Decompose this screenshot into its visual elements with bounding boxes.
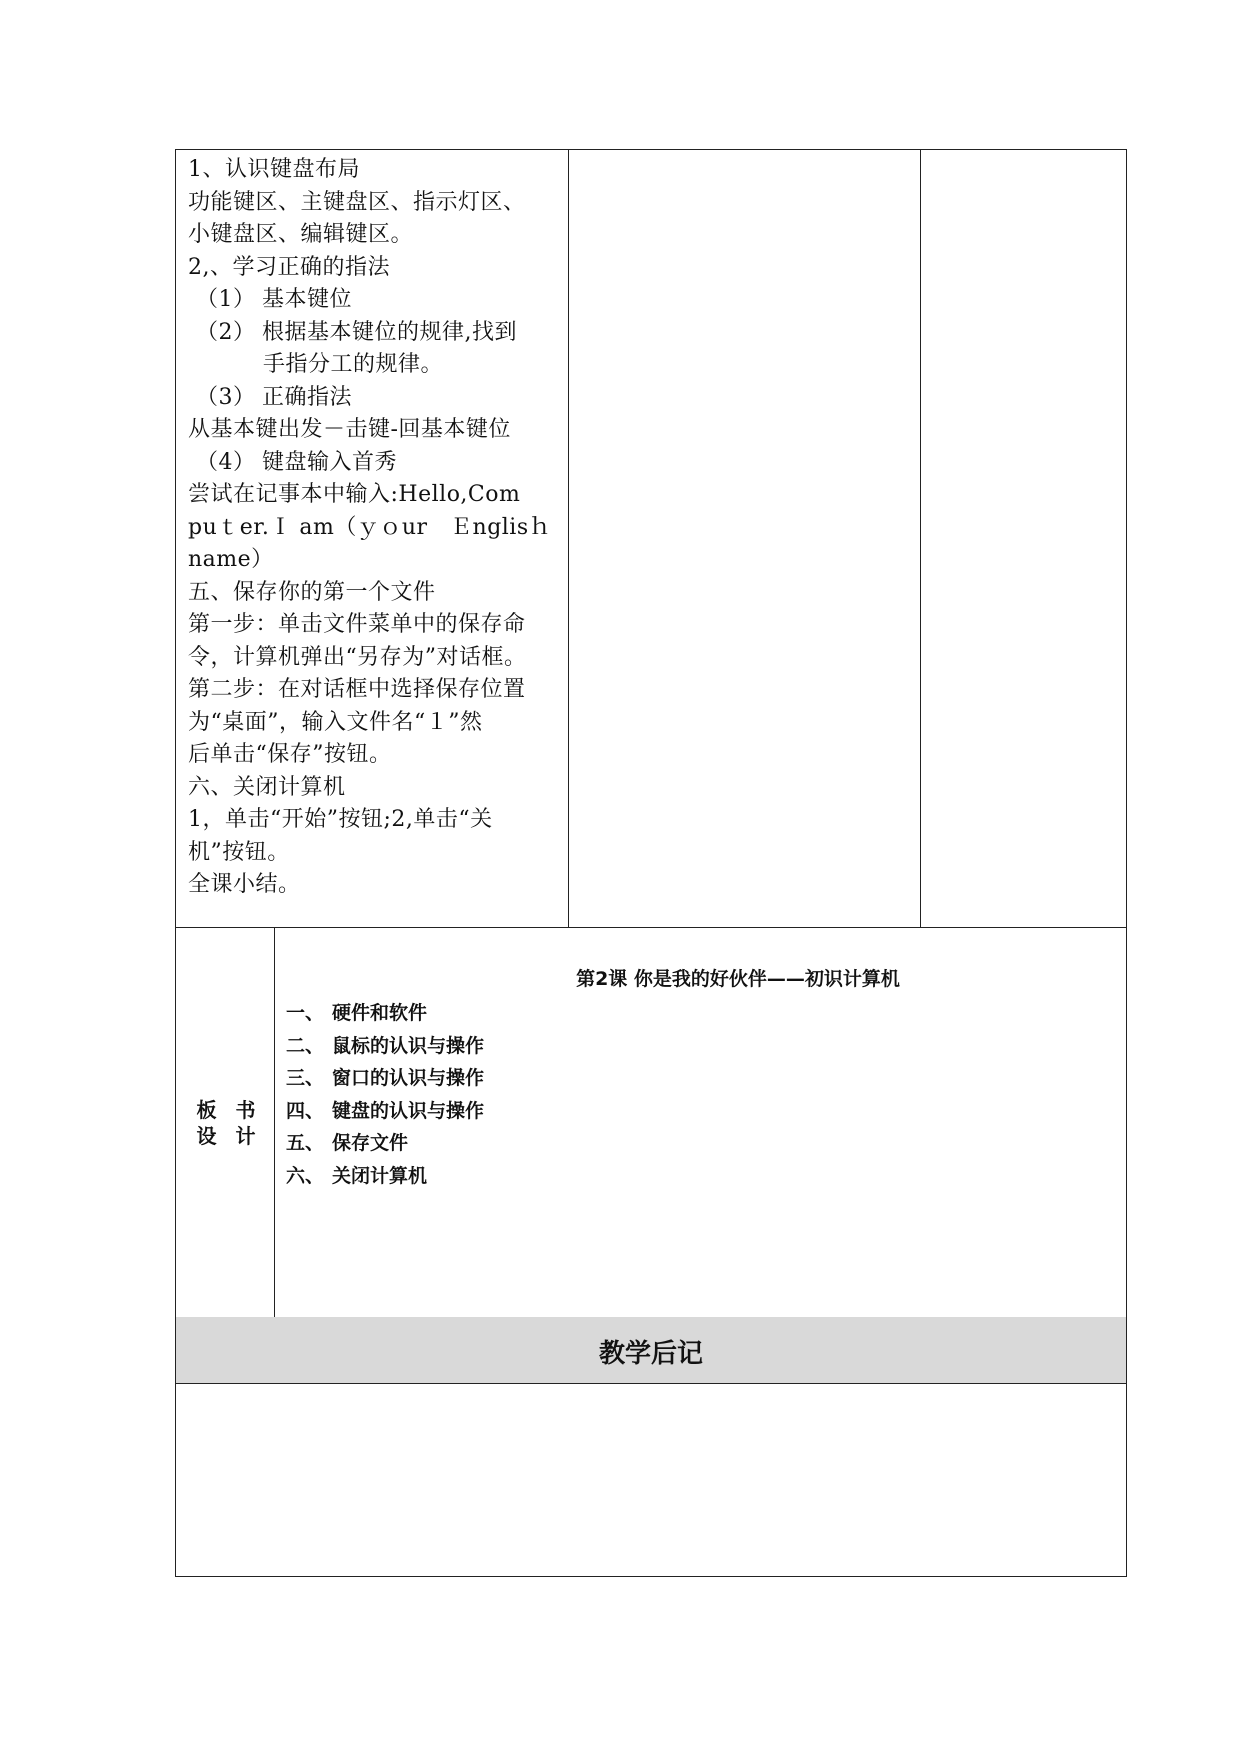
board-item-marker: 四、: [286, 1099, 325, 1122]
content-line-text: 正确指法: [262, 384, 353, 410]
board-design-row: [176, 927, 1126, 1318]
board-item-marker: 二、: [286, 1034, 325, 1057]
content-line: [188, 284, 564, 317]
board-title: [275, 964, 1126, 991]
content-line-text: 根据基本键位的规律,找到: [262, 319, 517, 345]
content-line: 尝试在记事本中输入:Hello,Com: [188, 482, 521, 507]
content-line: 机”按钮。: [188, 839, 290, 865]
content-line: [188, 447, 564, 480]
content-line: 令，计算机弹出“另存为”对话框。: [188, 644, 527, 670]
board-design-label-cell: [176, 927, 275, 1317]
board-item: [286, 1030, 484, 1063]
content-line-number: （4）: [196, 449, 256, 475]
board-item-marker: 一、: [286, 1002, 325, 1024]
reflection-title: 教学后记: [598, 1339, 703, 1369]
board-item: [286, 1095, 484, 1128]
content-line-number: （1）: [196, 287, 256, 312]
content-line: 后单击“保存”按钮。: [188, 742, 392, 767]
board-item-marker: 五、: [286, 1132, 325, 1154]
board-item: [286, 1160, 484, 1193]
board-item-text: 键盘的认识与操作: [332, 1099, 485, 1122]
teaching-content-lines: [188, 154, 564, 902]
board-item: [286, 1127, 484, 1160]
reflection-body-cell: [176, 1383, 1126, 1576]
board-item-text: 窗口的认识与操作: [332, 1067, 485, 1089]
lesson-plan-table: [175, 149, 1127, 1577]
board-items-list: [286, 997, 484, 1192]
content-line: 六、关闭计算机: [188, 774, 346, 800]
empty-cell-right: [921, 150, 1126, 927]
board-item-text: 关闭计算机: [332, 1164, 428, 1187]
board-title-text: 第2课 你是我的好伙伴——初识计算机: [576, 968, 900, 990]
content-line-number: （3）: [196, 384, 256, 410]
board-design-content-cell: [275, 927, 1126, 1317]
content-line: 1，单击“开始”按钮;2,单击“关: [188, 807, 493, 832]
board-item: [286, 997, 484, 1030]
board-item-marker: 六、: [286, 1164, 325, 1187]
content-line: 第二步：在对话框中选择保存位置: [188, 677, 526, 702]
board-item-marker: 三、: [286, 1067, 325, 1089]
lesson-process-row: [176, 150, 1126, 928]
content-line: 1、认识键盘布局: [188, 157, 360, 182]
board-design-label: [194, 1097, 264, 1149]
content-line: name）: [188, 547, 274, 572]
empty-cell-middle: [569, 150, 921, 927]
board-design-label-line2: 设 计: [196, 1124, 262, 1148]
board-item-text: 硬件和软件: [332, 1002, 428, 1024]
board-design-label-line1: 板 书: [196, 1098, 262, 1122]
content-line-text: 基本键位: [262, 287, 353, 312]
content-line: [188, 382, 564, 415]
board-item: [286, 1062, 484, 1095]
board-item-text: 保存文件: [332, 1132, 409, 1154]
content-line: 功能键区、主键盘区、指示灯区、: [188, 189, 526, 215]
content-line-number: （2）: [196, 319, 256, 345]
content-line: puｔer.Ｉ am（ｙｏur Ｅnglisｈ: [188, 514, 552, 540]
content-line: [188, 317, 564, 350]
content-line: 第一步：单击文件菜单中的保存命: [188, 612, 526, 637]
board-item-text: 鼠标的认识与操作: [332, 1034, 485, 1057]
reflection-header-row: [176, 1317, 1126, 1384]
content-line-text: 键盘输入首秀: [262, 449, 398, 475]
content-line: 手指分工的规律。: [263, 352, 444, 377]
teaching-content-cell: [176, 150, 569, 927]
content-line: 五、保存你的第一个文件: [188, 579, 436, 605]
content-line: 小键盘区、编辑键区。: [188, 222, 414, 247]
content-line: 全课小结。: [188, 872, 301, 897]
content-line: 为“桌面”，输入文件名“１”然: [188, 709, 483, 735]
content-line: 2,、学习正确的指法: [188, 254, 390, 280]
content-line: 从基本键出发－击键-回基本键位: [188, 417, 511, 442]
